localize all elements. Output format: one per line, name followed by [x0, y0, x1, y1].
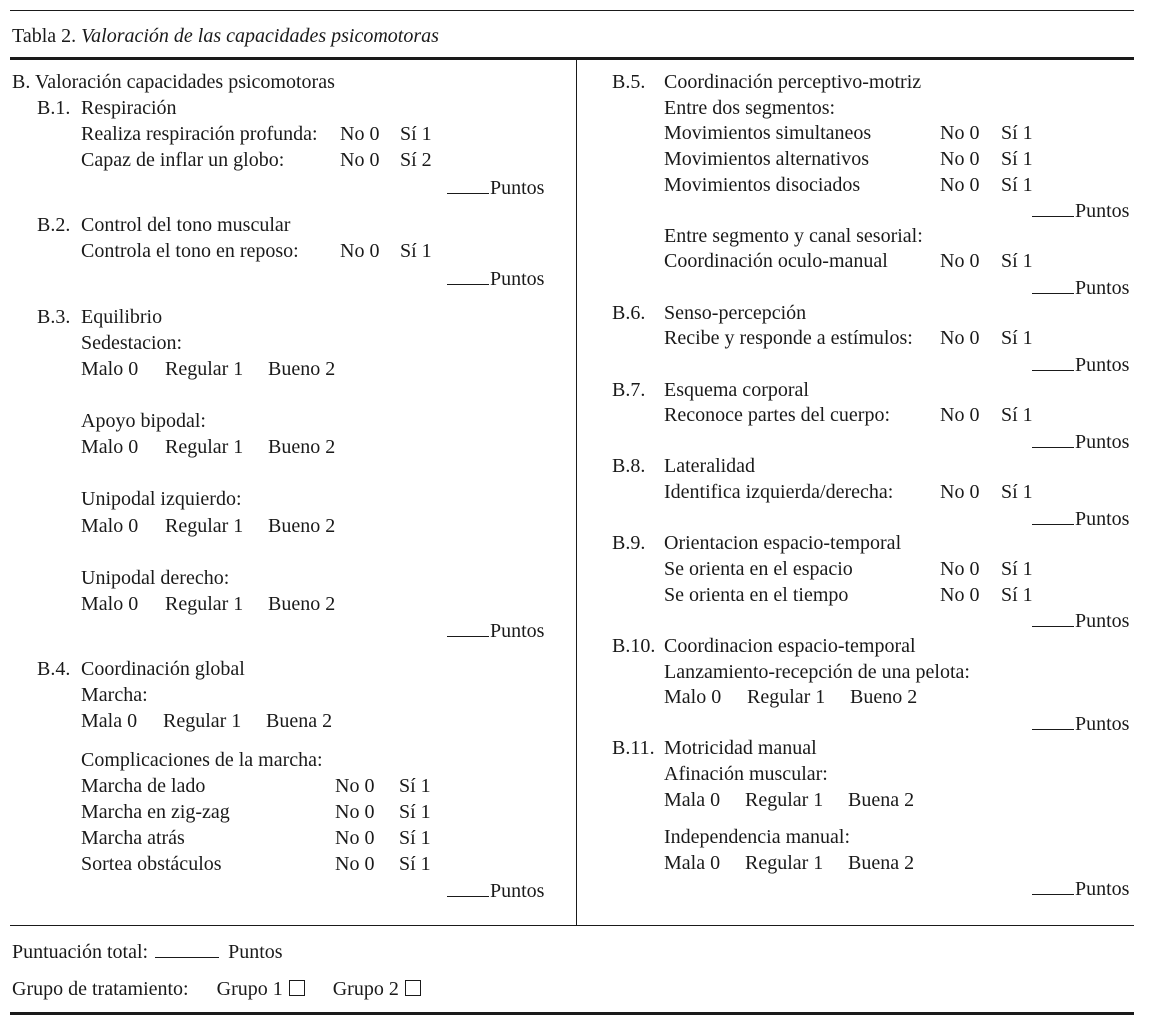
b11-bueno: Buena 2 — [848, 789, 915, 811]
b5-item-label: Movimientos simultaneos — [664, 122, 872, 144]
b4-item-no: No 0 — [335, 827, 375, 849]
b11-group-label: Afinación muscular: — [664, 763, 828, 785]
b11-regular: Regular 1 — [745, 789, 824, 811]
b9-item-no: No 0 — [940, 584, 980, 606]
b3-regular: Regular 1 — [165, 515, 244, 537]
b8-item-si: Sí 1 — [1001, 481, 1033, 503]
b5-sub2: Entre segmento y canal sesorial: — [664, 225, 923, 247]
b3-title: Equilibrio — [81, 306, 163, 328]
score-blank — [1032, 354, 1074, 371]
puntos-label: Puntos — [490, 268, 545, 290]
b4-score-field[interactable] — [447, 880, 544, 901]
b8-number: B.8. — [612, 455, 646, 477]
score-blank — [1032, 610, 1074, 627]
b6-item-no: No 0 — [940, 327, 980, 349]
b4-item-si: Sí 1 — [399, 775, 431, 797]
b3-bueno: Bueno 2 — [268, 436, 336, 458]
b2-item-no: No 0 — [340, 240, 380, 262]
b1-number: B.1. — [37, 97, 71, 119]
puntos-label: Puntos — [1075, 713, 1130, 735]
b10-score-field[interactable] — [1032, 713, 1129, 734]
b3-regular: Regular 1 — [165, 593, 244, 615]
b11-number: B.11. — [612, 737, 655, 759]
b9-number: B.9. — [612, 532, 646, 554]
b4-malo: Mala 0 — [81, 710, 138, 732]
b4-item-label: Marcha en zig-zag — [81, 801, 230, 823]
b11-regular: Regular 1 — [745, 852, 824, 874]
b4-item-label: Marcha de lado — [81, 775, 206, 797]
b7-item-label: Reconoce partes del cuerpo: — [664, 404, 891, 426]
b5-score-field-2[interactable] — [1032, 277, 1129, 298]
score-blank — [447, 177, 489, 194]
b5-item-si: Sí 1 — [1001, 122, 1033, 144]
b2-item-si: Sí 1 — [400, 240, 432, 262]
grupo1-label: Grupo 1 — [216, 978, 283, 1000]
b4-item-no: No 0 — [335, 775, 375, 797]
puntos-label: Puntos — [1075, 200, 1130, 222]
b5-number: B.5. — [612, 71, 646, 93]
b8-score-field[interactable] — [1032, 508, 1129, 529]
section-title: B. Valoración capacidades psicomotoras — [12, 71, 335, 93]
b4-item-no: No 0 — [335, 801, 375, 823]
b7-score-field[interactable] — [1032, 431, 1129, 452]
b6-item-si: Sí 1 — [1001, 327, 1033, 349]
b3-bueno: Bueno 2 — [268, 515, 336, 537]
b1-title: Respiración — [81, 97, 177, 119]
b3-malo: Malo 0 — [81, 593, 139, 615]
b6-score-field[interactable] — [1032, 354, 1129, 375]
puntos-label: Puntos — [1075, 277, 1130, 299]
b5-title: Coordinación perceptivo-motriz — [664, 71, 922, 93]
b1-item-si: Sí 1 — [400, 123, 432, 145]
b4-item-si: Sí 1 — [399, 801, 431, 823]
b5-sub1: Entre dos segmentos: — [664, 97, 836, 119]
b5-item2-no: No 0 — [940, 250, 980, 272]
score-blank — [1032, 878, 1074, 895]
puntos-label: Puntos — [1075, 354, 1130, 376]
score-blank — [447, 268, 489, 285]
b5-item-no: No 0 — [940, 122, 980, 144]
b4-bueno: Buena 2 — [266, 710, 333, 732]
b1-item-no: No 0 — [340, 149, 380, 171]
score-blank — [447, 620, 489, 637]
b4-item-label: Sortea obstáculos — [81, 853, 222, 875]
b10-malo: Malo 0 — [664, 686, 722, 708]
b2-item-label: Controla el tono en reposo: — [81, 240, 299, 262]
grupo1-checkbox[interactable] — [289, 980, 305, 996]
puntos-label: Puntos — [1075, 508, 1130, 530]
b5-item-no: No 0 — [940, 148, 980, 170]
b1-score-field[interactable] — [447, 177, 544, 198]
grupo2-label: Grupo 2 — [332, 978, 399, 1000]
b4-item-label: Marcha atrás — [81, 827, 185, 849]
score-blank — [447, 880, 489, 897]
b5-item2-label: Coordinación oculo-manual — [664, 250, 888, 272]
b2-number: B.2. — [37, 214, 71, 236]
b5-item-si: Sí 1 — [1001, 174, 1033, 196]
total-label: Puntuación total: — [12, 941, 149, 963]
treatment-group-row — [12, 979, 421, 999]
score-blank — [1032, 508, 1074, 525]
b9-score-field[interactable] — [1032, 610, 1129, 631]
b11-score-field[interactable] — [1032, 878, 1129, 899]
b1-item-si: Sí 2 — [400, 149, 432, 171]
body-bottom-rule — [10, 925, 1134, 926]
b11-malo: Mala 0 — [664, 789, 721, 811]
bottom-rule — [10, 1012, 1134, 1015]
score-blank — [1032, 431, 1074, 448]
b8-title: Lateralidad — [664, 455, 756, 477]
b3-regular: Regular 1 — [165, 436, 244, 458]
b3-group-label: Sedestacion: — [81, 332, 183, 354]
b6-number: B.6. — [612, 302, 646, 324]
b3-score-field[interactable] — [447, 620, 544, 641]
puntos-label: Puntos — [1075, 610, 1130, 632]
top-rule — [10, 10, 1134, 11]
b6-title: Senso-percepción — [664, 302, 807, 324]
score-blank — [1032, 200, 1074, 217]
b7-item-si: Sí 1 — [1001, 404, 1033, 426]
puntos-label: Puntos — [1075, 431, 1130, 453]
b5-item2-si: Sí 1 — [1001, 250, 1033, 272]
b4-complic-label: Complicaciones de la marcha: — [81, 749, 323, 771]
b2-score-field[interactable] — [447, 268, 544, 289]
b11-malo: Mala 0 — [664, 852, 721, 874]
b4-title: Coordinación global — [81, 658, 245, 680]
b9-item-label: Se orienta en el espacio — [664, 558, 853, 580]
total-score-blank[interactable] — [155, 941, 219, 958]
b9-item-label: Se orienta en el tiempo — [664, 584, 849, 606]
b3-bueno: Bueno 2 — [268, 593, 336, 615]
b3-group-label: Unipodal izquierdo: — [81, 488, 242, 510]
b9-item-si: Sí 1 — [1001, 558, 1033, 580]
puntos-label: Puntos — [490, 620, 545, 642]
b3-bueno: Bueno 2 — [268, 358, 336, 380]
puntos-label: Puntos — [490, 880, 545, 902]
b7-title: Esquema corporal — [664, 379, 809, 401]
b6-item-label: Recibe y responde a estímulos: — [664, 327, 913, 349]
column-divider — [576, 60, 577, 926]
b10-title: Coordinacion espacio-temporal — [664, 635, 916, 657]
b9-title: Orientacion espacio-temporal — [664, 532, 902, 554]
caption-text: Valoración de las capacidades psicomotoras — [81, 25, 439, 47]
b10-regular: Regular 1 — [747, 686, 826, 708]
b3-group-label: Unipodal derecho: — [81, 567, 230, 589]
b4-number: B.4. — [37, 658, 71, 680]
total-units: Puntos — [228, 941, 283, 963]
b4-item-si: Sí 1 — [399, 827, 431, 849]
b11-group-label: Independencia manual: — [664, 826, 851, 848]
b5-score-field-1[interactable] — [1032, 200, 1129, 221]
b11-bueno: Buena 2 — [848, 852, 915, 874]
b4-item-no: No 0 — [335, 853, 375, 875]
b5-item-label: Movimientos disociados — [664, 174, 861, 196]
b3-group-label: Apoyo bipodal: — [81, 410, 206, 432]
score-blank — [1032, 277, 1074, 294]
score-blank — [1032, 713, 1074, 730]
b5-item-no: No 0 — [940, 174, 980, 196]
total-score-row — [12, 941, 283, 962]
b3-number: B.3. — [37, 306, 71, 328]
b1-item-label: Realiza respiración profunda: — [81, 123, 318, 145]
b8-item-no: No 0 — [940, 481, 980, 503]
b10-bueno: Bueno 2 — [850, 686, 918, 708]
b2-title: Control del tono muscular — [81, 214, 291, 236]
b3-regular: Regular 1 — [165, 358, 244, 380]
puntos-label: Puntos — [1075, 878, 1130, 900]
table-caption — [12, 26, 439, 46]
b4-item-si: Sí 1 — [399, 853, 431, 875]
b5-item-label: Movimientos alternativos — [664, 148, 869, 170]
b11-title: Motricidad manual — [664, 737, 817, 759]
b7-item-no: No 0 — [940, 404, 980, 426]
puntos-label: Puntos — [490, 177, 545, 199]
b8-item-label: Identifica izquierda/derecha: — [664, 481, 894, 503]
b1-item-no: No 0 — [340, 123, 380, 145]
grupo2-checkbox[interactable] — [405, 980, 421, 996]
header-rule — [10, 57, 1134, 60]
b1-item-label: Capaz de inflar un globo: — [81, 149, 285, 171]
b10-sub: Lanzamiento-recepción de una pelota: — [664, 661, 970, 683]
b5-item-si: Sí 1 — [1001, 148, 1033, 170]
b10-number: B.10. — [612, 635, 656, 657]
b9-item-no: No 0 — [940, 558, 980, 580]
b3-malo: Malo 0 — [81, 515, 139, 537]
b9-item-si: Sí 1 — [1001, 584, 1033, 606]
b3-malo: Malo 0 — [81, 436, 139, 458]
caption-label: Tabla 2. — [12, 25, 77, 47]
b4-marcha-label: Marcha: — [81, 684, 148, 706]
b4-regular: Regular 1 — [163, 710, 242, 732]
b7-number: B.7. — [612, 379, 646, 401]
grupo-label: Grupo de tratamiento: — [12, 978, 189, 1000]
b3-malo: Malo 0 — [81, 358, 139, 380]
